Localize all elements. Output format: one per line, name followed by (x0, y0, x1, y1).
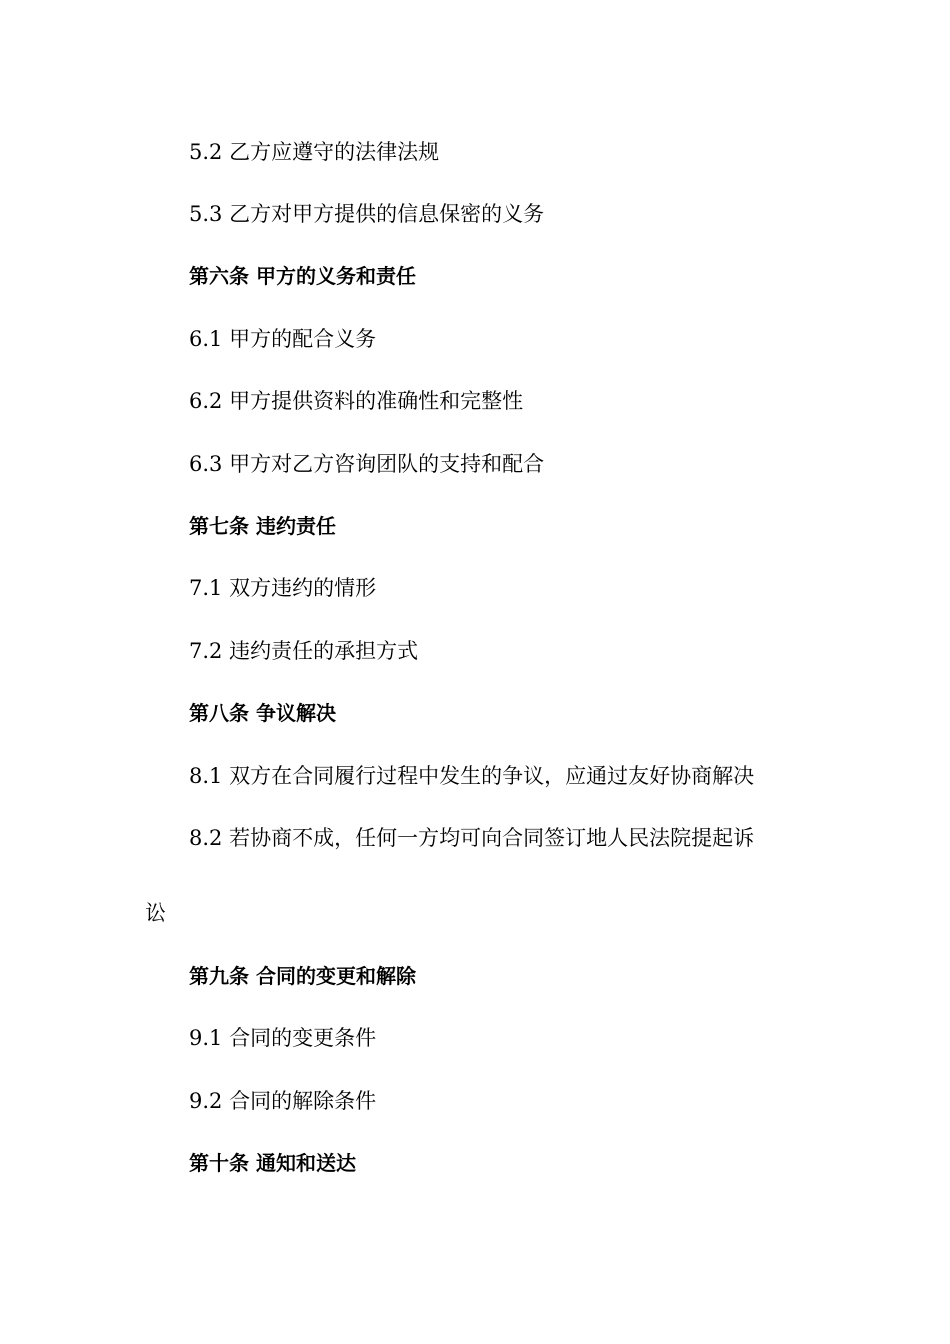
article-8-heading: 第八条 争议解决 (189, 701, 336, 725)
article-9-heading: 第九条 合同的变更和解除 (189, 964, 416, 988)
clause-7-1: 7.1 双方违约的情形 (189, 576, 377, 600)
article-7-heading: 第七条 违约责任 (189, 514, 336, 538)
clause-5-3: 5.3 乙方对甲方提供的信息保密的义务 (189, 202, 545, 226)
clause-6-1: 6.1 甲方的配合义务 (189, 327, 377, 351)
clause-9-1: 9.1 合同的变更条件 (189, 1026, 377, 1050)
clause-5-2: 5.2 乙方应遵守的法律法规 (189, 140, 440, 164)
clause-8-2-continuation: 讼 (145, 901, 166, 925)
clause-6-3: 6.3 甲方对乙方咨询团队的支持和配合 (189, 452, 545, 476)
clause-6-2: 6.2 甲方提供资料的准确性和完整性 (189, 389, 524, 413)
clause-7-2: 7.2 违约责任的承担方式 (189, 639, 419, 663)
clause-9-2: 9.2 合同的解除条件 (189, 1089, 377, 1113)
article-6-heading: 第六条 甲方的义务和责任 (189, 264, 416, 288)
clause-8-1: 8.1 双方在合同履行过程中发生的争议，应通过友好协商解决 (189, 764, 755, 788)
clause-8-2: 8.2 若协商不成，任何一方均可向合同签订地人民法院提起诉 (189, 826, 755, 850)
article-10-heading: 第十条 通知和送达 (189, 1151, 356, 1175)
